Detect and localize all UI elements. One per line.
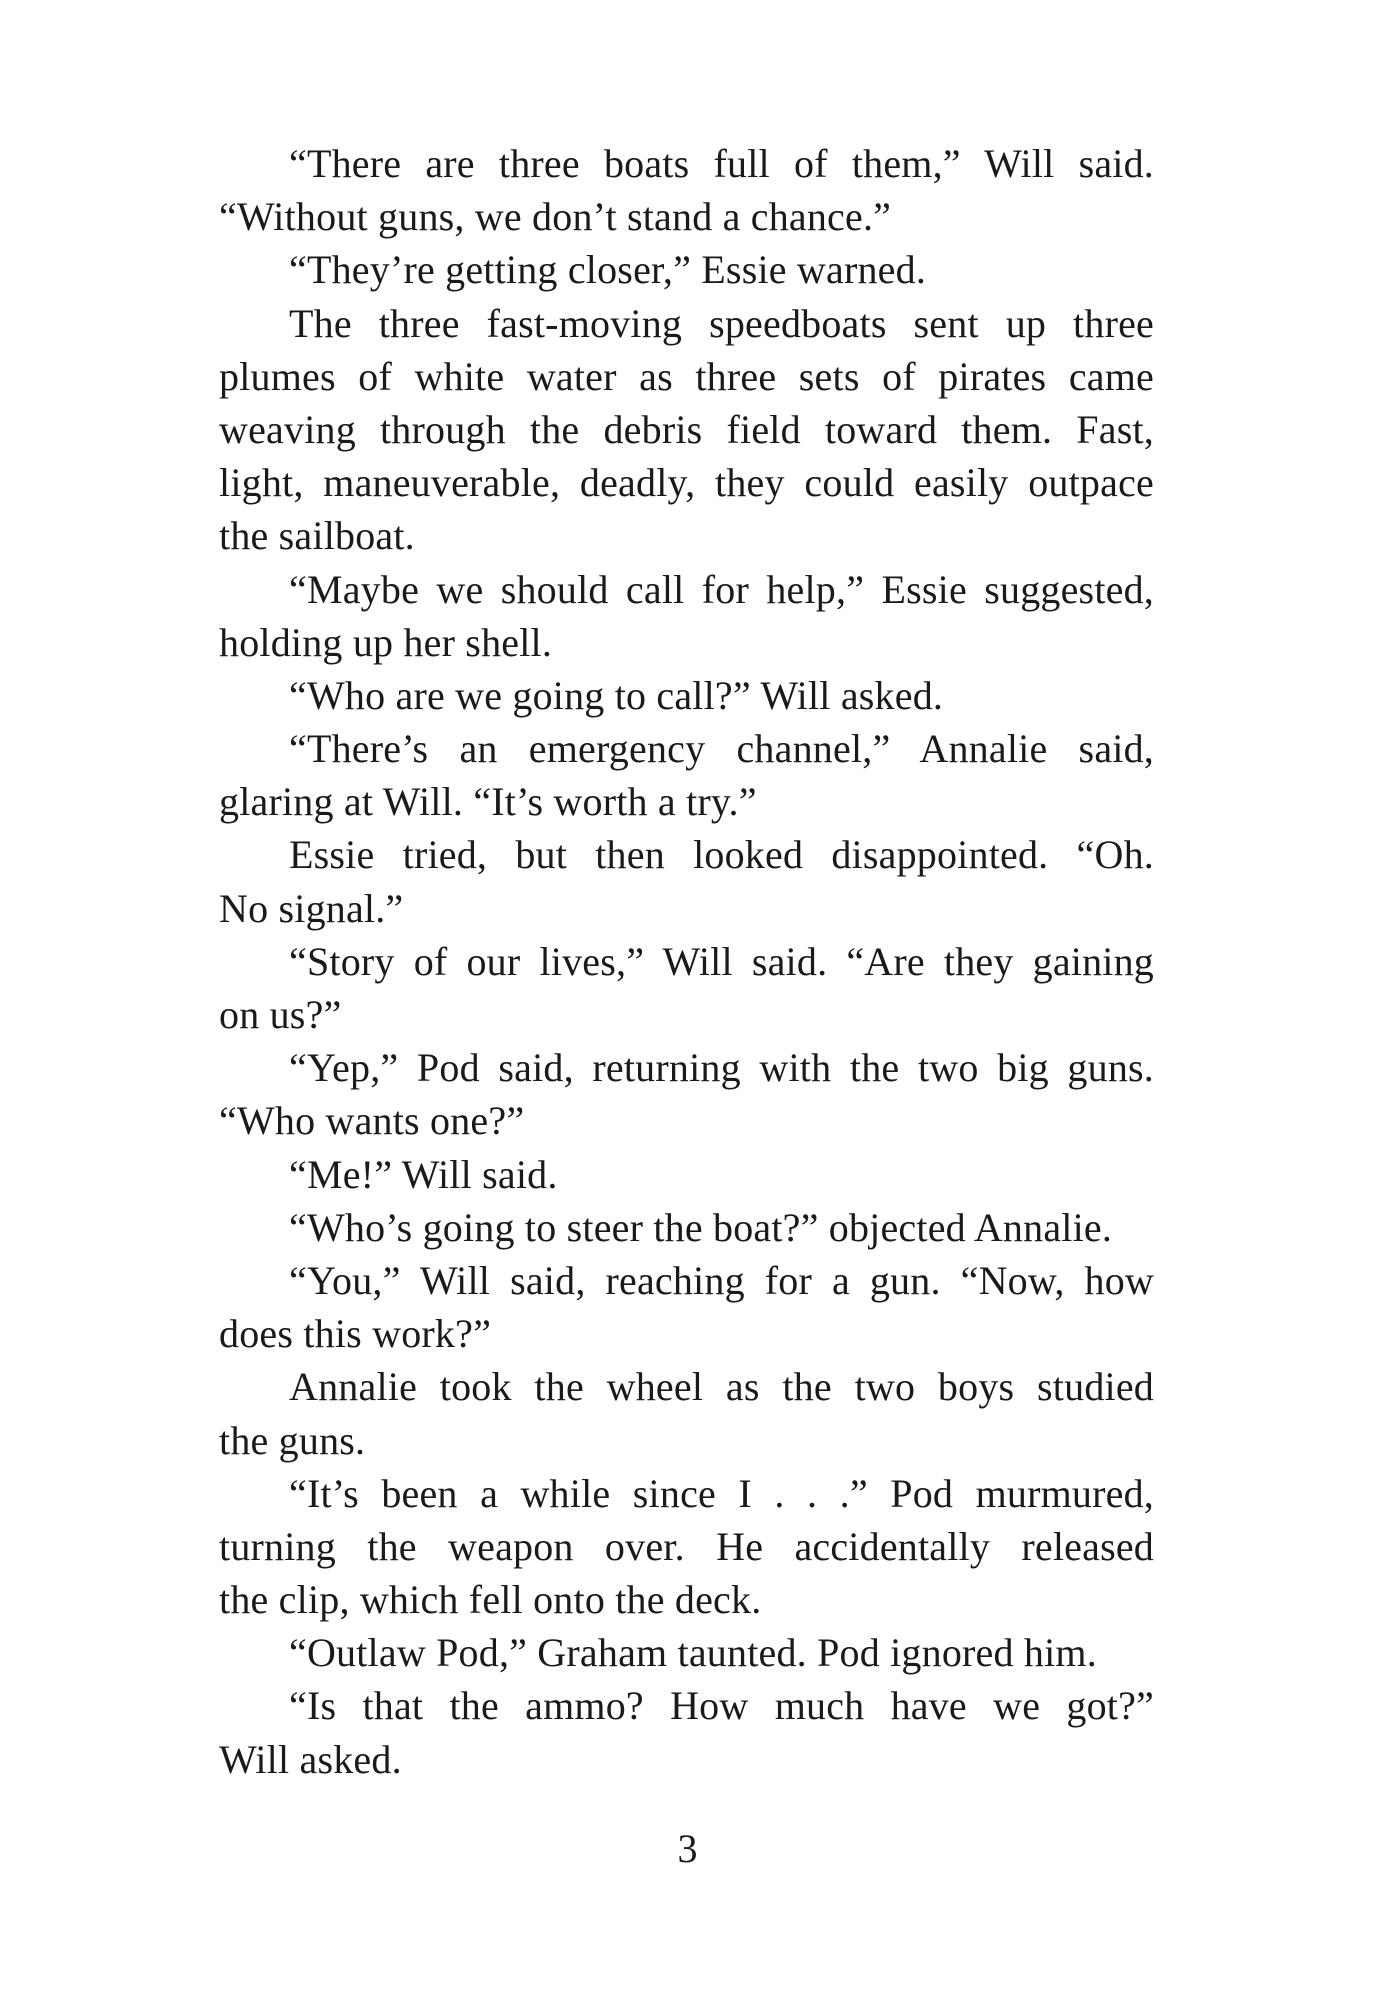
text-line: weaving through the debris field toward them. Fast, [219,406,1154,452]
text-line: “They’re getting closer,” Essie warned. [289,247,927,293]
text-line: The three fast-moving speedboats sent up three [289,300,1154,346]
text-line: the sailboat. [219,513,415,559]
text-line: Annalie took the wheel as the two boys studied [289,1364,1154,1410]
text-line: “Yep,” Pod said, returning with the two big guns. [289,1045,1154,1091]
text-line: “Without guns, we don’t stand a chance.” [219,194,892,240]
text-line: the guns. [219,1417,366,1463]
text-line: the clip, which fell onto the deck. [219,1577,762,1623]
text-line: “Is that the ammo? How much have we got?” [289,1683,1154,1729]
body-text [219,137,1154,1786]
text-line: “Outlaw Pod,” Graham taunted. Pod ignored him. [289,1630,1097,1676]
text-line: “Who’s going to steer the boat?” objected Annalie. [289,1204,1113,1250]
text-line: “Story of our lives,” Will said. “Are they gaining [289,938,1154,984]
text-line: on us?” [219,992,342,1037]
text-line: light, maneuverable, deadly, they could easily outpace [219,460,1154,506]
text-line: “There’s an emergency channel,” Annalie said, [289,726,1154,772]
text-line: Essie tried, but then looked disappointed. “Oh. [289,832,1154,878]
text-line: holding up her shell. [219,619,553,665]
text-line: “It’s been a while since I . . .” Pod murmured, [289,1470,1154,1516]
text-line: No signal.” [219,885,404,931]
text-line: “You,” Will said, reaching for a gun. “Now, how [289,1257,1154,1303]
text-line: “There are three boats full of them,” Will said. [289,141,1154,186]
text-line: Will asked. [219,1736,402,1782]
text-line: does this work?” [219,1311,492,1357]
text-line: “Me!” Will said. [289,1151,558,1197]
text-line: “Maybe we should call for help,” Essie suggested, [289,566,1154,612]
text-line: plumes of white water as three sets of pirates came [219,353,1154,399]
text-line: turning the weapon over. He accidentally released [219,1523,1154,1569]
text-line: “Who are we going to call?” Will asked. [289,672,944,718]
page-number: 3 [677,1826,698,1871]
text-line: “Who wants one?” [219,1098,525,1144]
text-line: glaring at Will. “It’s worth a try.” [219,779,757,825]
